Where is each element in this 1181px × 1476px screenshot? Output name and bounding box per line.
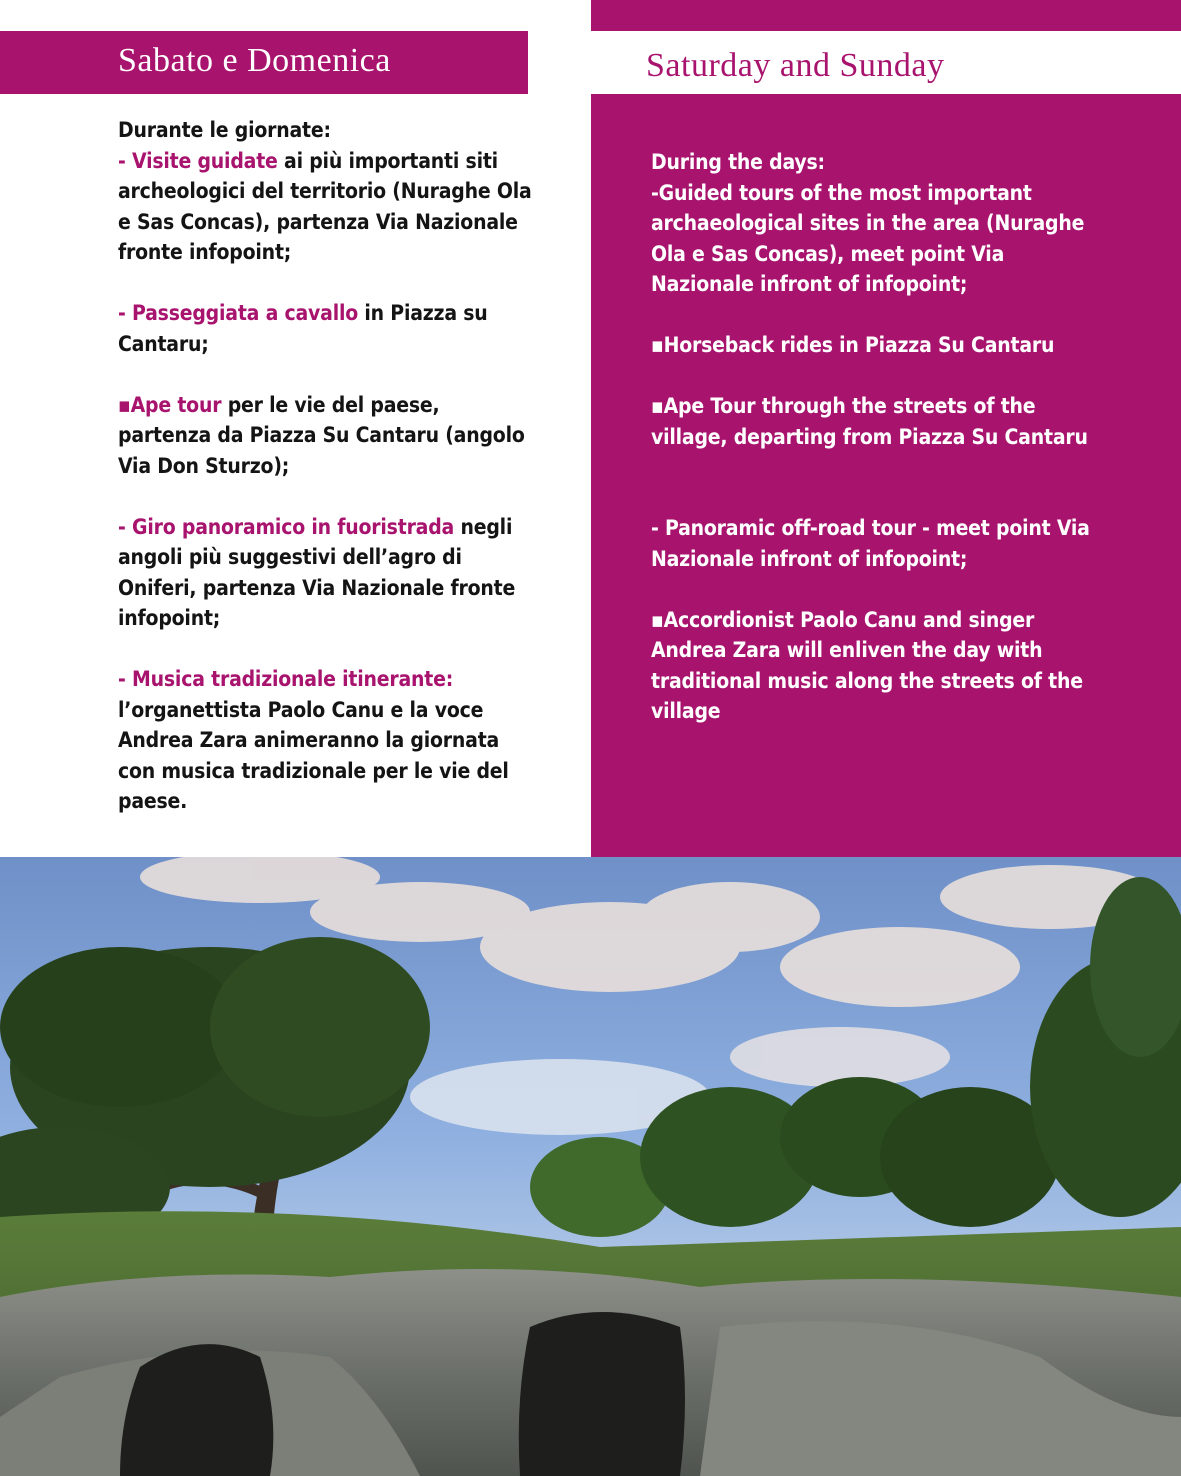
right-intro: During the days: xyxy=(651,150,825,174)
right-item-music: ▪Accordionist Paolo Canu and singer Andrea Zara will enliven the day with traditional music along the streets of the village xyxy=(651,607,1083,723)
left-item-music xyxy=(118,664,538,817)
left-item-ape-tour xyxy=(118,390,538,482)
left-item-offroad xyxy=(118,512,538,634)
left-item-offroad-highlight: - Giro panoramico in fuoristrada xyxy=(118,514,455,539)
left-item-horse-ride-text: in Piazza su Cantaru; xyxy=(118,301,488,356)
left-item-music-highlight: - Musica tradizionale itinerante: xyxy=(118,667,454,691)
left-item-ape-tour-text: per le vie del paese, partenza da Piazza Su Cantaru (angolo Via Don Sturzo); xyxy=(118,392,525,478)
left-title: Sabato e Domenica xyxy=(118,42,391,79)
left-item-horse-ride xyxy=(118,298,538,359)
landscape-photo xyxy=(0,857,1181,1476)
right-item-ape-tour: ▪Ape Tour through the streets of the village, departing from Piazza Su Cantaru xyxy=(651,394,1088,449)
right-program-text xyxy=(651,147,1091,727)
left-item-ape-tour-highlight: ▪Ape tour xyxy=(118,392,222,417)
right-item-guided-tours: -Guided tours of the most important archaeological sites in the area (Nuraghe Ola e Sas Concas), meet point Via Nazionale infront of infopoint; xyxy=(651,180,1085,296)
left-item-guided-tours-text: ai più importanti siti archeologici del territorio (Nuraghe Ola e Sas Concas), partenza Via Nazionale fronte infopoint; xyxy=(118,148,532,264)
right-item-horse-ride: ▪Horseback rides in Piazza Su Cantaru xyxy=(651,333,1055,357)
right-item-offroad: - Panoramic off-road tour - meet point Via Nazionale infront of infopoint; xyxy=(651,516,1090,571)
left-item-music-text: l’organettista Paolo Canu e la voce Andrea Zara animeranno la giornata con musica tradizionale per le vie del paese. xyxy=(118,697,509,813)
left-item-guided-tours-highlight: - Visite guidate xyxy=(118,148,278,173)
right-top-strip xyxy=(591,0,1181,31)
left-item-guided-tours xyxy=(118,146,538,268)
left-item-offroad-text: negli angoli più suggestivi dell’agro di Oniferi, partenza Via Nazionale fronte infopoint; xyxy=(118,514,516,630)
right-title: Saturday and Sunday xyxy=(646,47,945,84)
left-intro: Durante le giornate: xyxy=(118,118,331,142)
left-item-horse-ride-highlight: - Passeggiata a cavallo xyxy=(118,301,359,325)
left-program-text xyxy=(118,115,538,817)
